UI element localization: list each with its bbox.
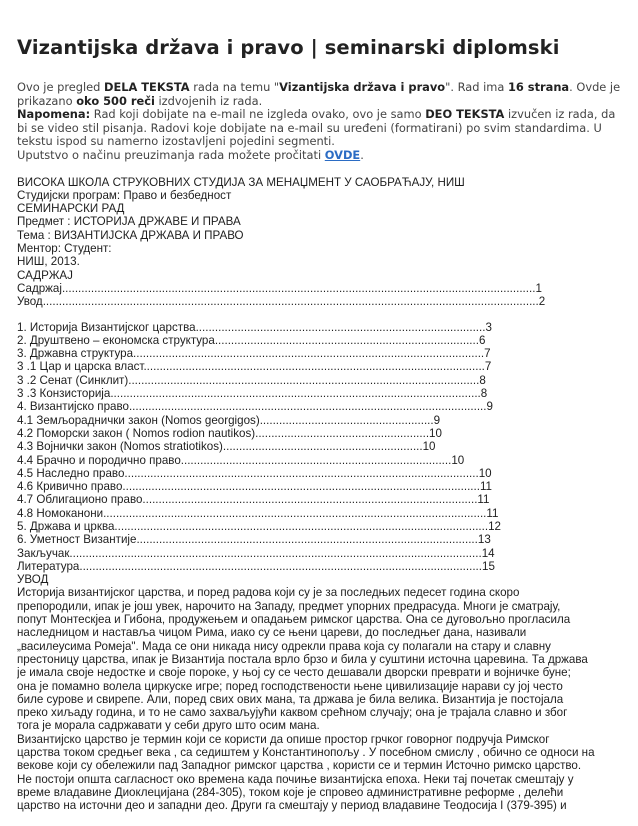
toc-line: 1. Историја Византијског царства..........................................................................................3 <box>17 320 492 334</box>
toc-line: 6. Уметност Византије..........................................................................................................13 <box>17 533 491 547</box>
toc-line: 3 .3 Конзисторија...................................................................................................................8 <box>17 387 488 401</box>
toc-line: 2. Друштвено – економска структура..................................................................................6 <box>17 333 486 347</box>
header-line: Увод..........................................................................................................................................................2 <box>17 295 546 309</box>
body-line: царство на источни део и западни део. Други га смештају у период владавине Теодосија I (379-395) и <box>17 799 567 813</box>
header-line: Ментор: Студент: <box>17 242 112 256</box>
body-line: царства током средњег века , са седиштем у Константинопољу . У посебном смислу , обично се односи на <box>17 746 595 760</box>
toc-line: 3 .1 Цар и царска власт..........................................................................................................7 <box>17 360 492 374</box>
header-line: СЕМИНАРСКИ РАД <box>17 202 125 216</box>
header-line: Садржај...................................................................................................................................................1 <box>17 281 542 295</box>
header-line: НИШ, 2013. <box>17 255 80 269</box>
toc-line: Закључак................................................................................................................................14 <box>17 546 495 560</box>
introduction-text <box>17 586 625 812</box>
toc-line: 4.6 Кривично право...............................................................................................................11 <box>17 480 492 494</box>
document-header <box>17 176 625 309</box>
page-title: Vizantijska država i pravo | seminarski diplomski <box>17 36 560 59</box>
toc-line: 4.8 Номоканони.......................................................................................................................11 <box>17 506 499 520</box>
header-line: САДРЖАЈ <box>17 268 73 282</box>
body-line: биле сурове и свирепе. Али, поред свих ових мана, та држава је била велика. Византија је постојала <box>17 692 564 706</box>
toc-line: 4.7 Облигационо право........................................................................................................11 <box>17 493 490 507</box>
header-line: Студијски програм: Право и безбедност <box>17 188 232 202</box>
header-line: Предмет : ИСТОРИЈА ДРЖАВЕ И ПРАВА <box>17 215 241 229</box>
document-body <box>17 176 625 813</box>
body-line: попут Монтескјеа и Гибона, продужењем и опадањем римског царства. Она се дуговољно прогласила <box>17 613 571 627</box>
toc-line: 4.3 Војнички закон (Nomos stratiotikos)..............................................................10 <box>17 440 436 454</box>
body-line: престоницу царства, ипак је Византија постала врло брзо и била у суштини источна царевина. Та држава <box>17 652 588 666</box>
intro-note: Napomena: Rad koji dobijate na e-mail ne izgleda ovako, ovo je samo DEO TEKSTA izvučen iz rada, da bi se video stil pisanja. Radovi koje dobijate na e-mail su uređeni (formatirani) po svim standardima. U tekstu ispod su namerno izostavljeni pojedini segmenti. <box>17 107 616 149</box>
header-line: Тема : ВИЗАНТИЈСКА ДРЖАВА И ПРАВО <box>17 228 244 242</box>
toc-line: Литература.............................................................................................................................15 <box>17 559 495 573</box>
toc-line: 4.2 Поморски закон ( Nomos rodion nautikos)......................................................10 <box>17 426 442 440</box>
body-line: „василеусима Ромеја". Мада се они никада нису одрекли права која су полагали на стару и славну <box>17 639 551 653</box>
intro-summary: Ovo je pregled DELA TEKSTA rada na temu "Vizantijska država i pravo". Rad ima 16 strana. Ovde je prikazano oko 500 reči izdvojenih iz rada. <box>17 80 621 108</box>
toc-gap <box>17 309 625 321</box>
body-line: Историја византијског царства, и поред радова који су је за последњих педесет година скоро <box>17 586 520 600</box>
intro-notice <box>17 81 625 163</box>
body-line: тога је морала садржавати у себи друго што осим мана. <box>17 719 320 733</box>
toc-line: 4.5 Наследно право..............................................................................................................10 <box>17 466 492 480</box>
intro-instructions: Uputstvo o načinu preuzimanja rada možete pročitati OVDE. <box>17 147 364 162</box>
body-line: препородили, ипак је још увек, нарочито на Западу, предмет упорних предрасуда. Многи је сматрају, <box>17 599 561 613</box>
body-line: Византијско царство је термин који се користи да опише простор грчког говорног подручја Римског <box>17 732 550 746</box>
body-line: векове који су обележили пад Западног римског царства , користи се и термин Источно римско царство. <box>17 759 582 773</box>
toc-line: 3. Државна структура.............................................................................................................7 <box>17 347 491 361</box>
document-page <box>17 36 625 813</box>
body-line: је имала своје недостке и своје пороке, у њој су се често дешавали дворски преврати и војничке буне; <box>17 666 571 680</box>
header-line: ВИСОКА ШКОЛА СТРУКОВНИХ СТУДИЈА ЗА МЕНАЏМЕНТ У САОБРАЋАЈУ, НИШ <box>17 175 465 189</box>
body-line: Не постоји општа сагласност око времена када почиње византијска епоха. Неки тај почетак смештају у <box>17 772 574 786</box>
toc-line: УВОД <box>17 573 49 587</box>
body-line: она је помамно волела циркуске игре; поред господствености њене цивилизације нарави су јој често <box>17 679 563 693</box>
body-line: време владавине Диоклецијана (284-305), током које је спровео административне реформе , делећи <box>17 785 564 799</box>
toc-line: 4. Византијско право...............................................................................................................9 <box>17 400 493 414</box>
body-line: преко хиљаду година, и то не само захваљујући каквом срећном случају; она је трајала славно и због <box>17 706 568 720</box>
toc-line: 4.1 Земљораднички закон (Nomos georgigos)......................................................9 <box>17 413 441 427</box>
toc-line: 4.4 Брачно и породично право....................................................................................10 <box>17 453 465 467</box>
instructions-link[interactable]: OVDE <box>324 147 361 162</box>
toc-line: 5. Држава и црква....................................................................................................................12 <box>17 519 501 533</box>
toc-line: 3 .2 Сенат (Синклит).............................................................................................................8 <box>17 373 486 387</box>
table-of-contents <box>17 321 625 587</box>
body-line: наследницом и наставља чицом Рима, иако су се њени цареви, до последњег дана, називали <box>17 626 527 640</box>
